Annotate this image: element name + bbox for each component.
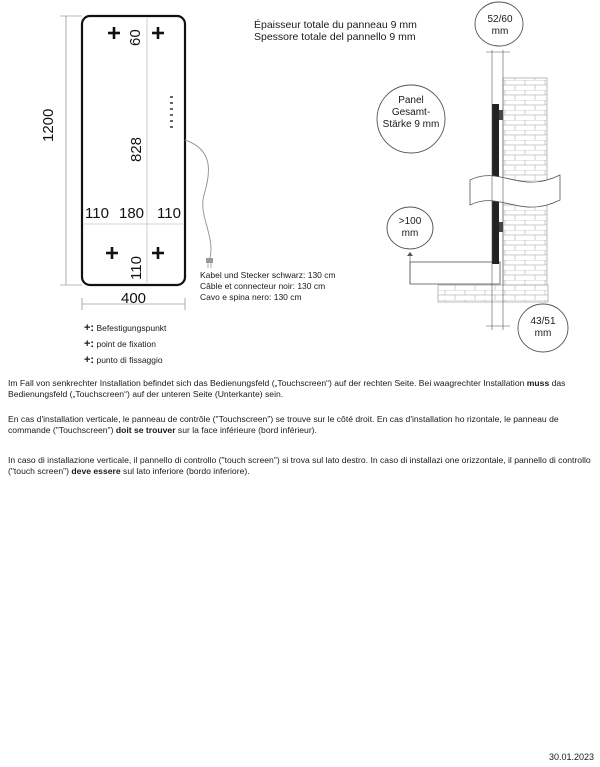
top-offset-dimension: 60: [127, 29, 144, 46]
legend-item: +: Befestigungspunkt: [84, 322, 167, 334]
total-depth-label: 43/51 mm: [530, 316, 556, 339]
paragraph-fr: En cas d'installation verticale, le panneau de contrôle ("Touchscreen") se trouve sur le côté droit. En cas d'installation ho rizontale, le panneau de commande ("Touchscreen") doit se trouver sur la face inférieure (bord inférieur).: [8, 414, 559, 435]
panel-thickness-label: Panel Gesamt- Stärke 9 mm: [382, 95, 440, 130]
side-view-drawing: [370, 0, 600, 360]
wall-gap-label: 52/60 mm: [487, 14, 513, 37]
vertical-spacing-dimension: 828: [128, 136, 145, 162]
paragraph-it: In caso di installazione verticale, il pannello di controllo ("touch screen") si trova sul lato destro. In caso di installazi one orizzontale, il pannello di controllo ("touch screen") deve essere sul lato inferiore (bordo inferiore).: [8, 455, 591, 476]
document-date: 30.01.2023: [548, 752, 594, 762]
legend: [84, 320, 166, 368]
thickness-fr: Épaisseur totale du panneau 9 mm: [254, 19, 417, 31]
mid-spacing-dimension: 180: [119, 205, 145, 222]
bottom-offset-dimension: 110: [128, 256, 145, 280]
cable-it: Cavo e spina nero: 130 cm: [200, 292, 302, 302]
cable-fr: Câble et connecteur noir: 130 cm: [200, 281, 326, 291]
thickness-it: Spessore totale del pannello 9 mm: [254, 31, 416, 43]
width-dimension: 400: [121, 290, 147, 307]
cable-de: Kabel und Stecker schwarz: 130 cm: [200, 270, 336, 280]
left-offset-dimension: 110: [85, 205, 109, 222]
paragraph-de: Im Fall von senkrechter Installation befindet sich das Bedienungsfeld („Touchscreen“) auf der rechten Seite. Bei waagrechter Installation muss das Bedienungsfeld („Touchscreen“) auf der unteren Seite (Unterkante) sein.: [8, 378, 566, 399]
clearance-label: >100 mm: [398, 216, 422, 239]
legend-item: +: point de fixation: [84, 338, 157, 350]
legend-item: +: punto di fissaggio: [84, 354, 163, 366]
cable-note: [200, 270, 336, 303]
right-offset-dimension: 110: [157, 205, 181, 222]
height-dimension: 1200: [40, 108, 57, 142]
